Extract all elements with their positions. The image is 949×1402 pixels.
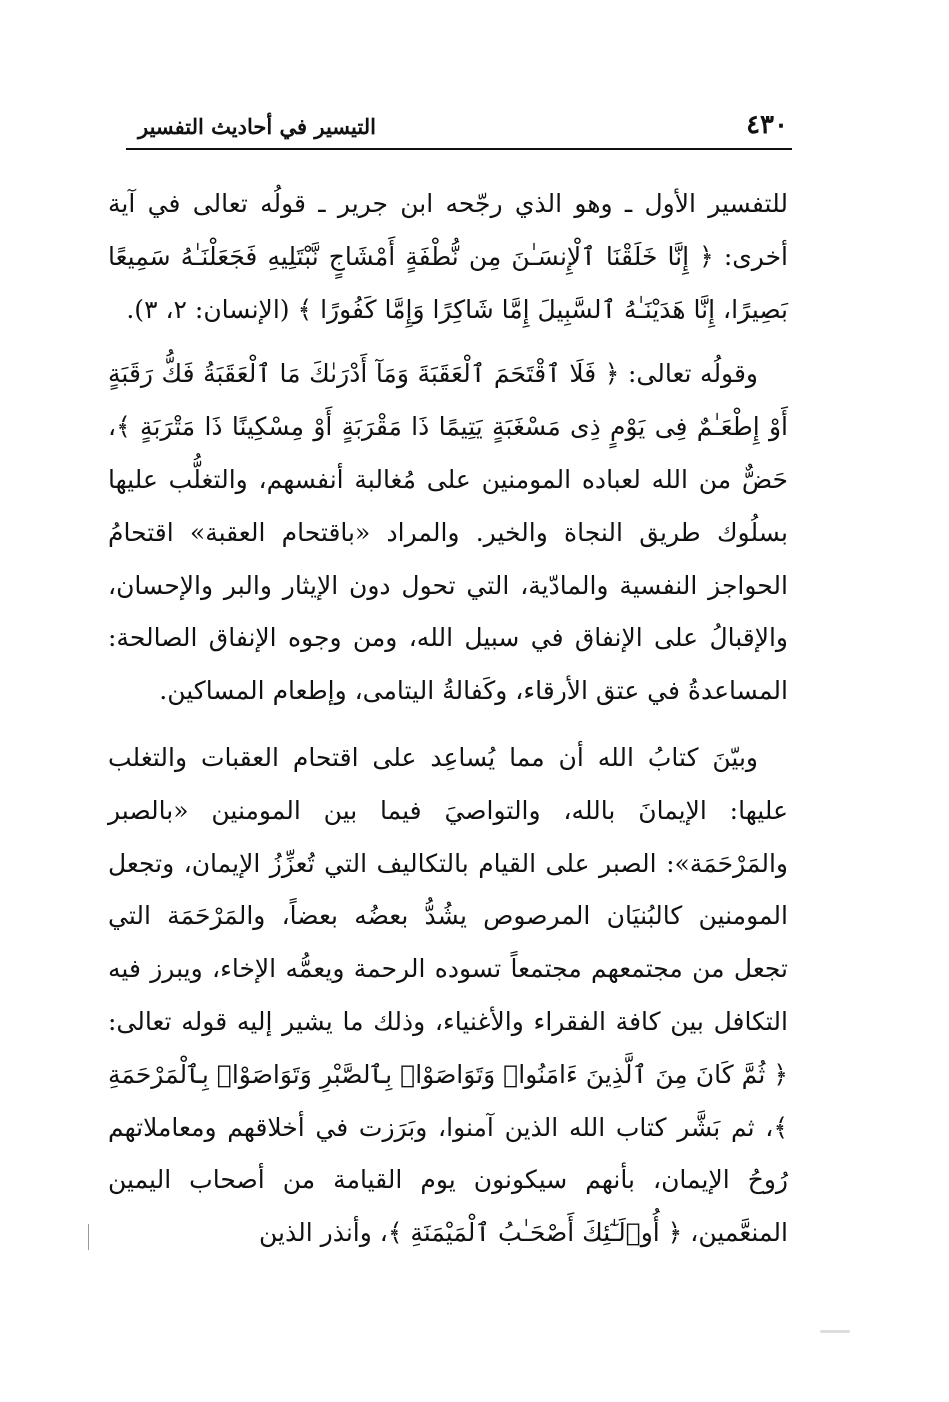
text-run: ، حَضٌّ من الله لعباده المومنين على مُغالبة أنفسهم، والتغلُّب عليها بسلُوك طريق النجاة والخير. والمراد «باقتحام العقبة» اقتحامُ الحواجز النفسية والمادّية، التي تحول دون الإيثار والبر والإحسان، والإقبالُ على الإنفاق في سبيل الله، ومن وجوه الإنفاق الصالحة: المساعدةُ في عتق الأرقاء، وكَفالةُ اليتامى، وإطعام المساكين.: [108, 412, 788, 706]
text-run: ، ثم بَشَّر كتاب الله الذين آمنوا، وبَرَزت في أخلاقهم ومعاملاتهم رُوحُ الإيمان، بأنهم سيكونون يوم القيامة من أصحاب اليمين المنعَّمين،: [108, 1112, 788, 1248]
body-text: [108, 178, 788, 1274]
page-number: ٤٣٠: [746, 110, 788, 140]
paragraph: [108, 178, 788, 336]
quran-verse: ﴿ ثُمَّ كَانَ مِنَ ٱلَّذِينَ ءَامَنُوا۟ وَتَوَاصَوْا۟ بِٱلصَّبْرِ وَتَوَاصَوْا۟ بِٱلْمَرْحَمَةِ ﴾: [108, 1059, 788, 1142]
paragraph: [108, 732, 788, 1260]
running-title: التيسير في أحاديث التفسير: [138, 114, 376, 139]
quran-verse: ﴿ أُو۟لَـٰٓئِكَ أَصْحَـٰبُ ٱلْمَيْمَنَةِ ﴾: [387, 1218, 683, 1248]
text-run: للتفسير الأول ـ وهو الذي رجّحه ابن جرير ـ قولُه تعالى في آية أخرى:: [108, 189, 789, 271]
text-run: ، وأنذر الذين: [259, 1218, 388, 1248]
verse-citation: (الإنسان: ٢، ٣).: [126, 294, 298, 324]
text-run: وقولُه تعالى:: [619, 359, 758, 389]
text-run: وبيّنَ كتابُ الله أن مما يُساعِد على اقتحام العقبات والتغلب عليها: الإيمانَ بالله، والتواصيَ فيما بين المومنين «بالصبر والمَرْحَمَة»: الصبر على القيام بالتكاليف التي تُعزِّزُ الإيمان، وتجعل المومنين كالبُنيَان المرصوص يشُدُّ بعضُه بعضاً، والمَرْحَمَة التي تجعل من مجتمعهم مجتمعاً تسوده الرحمة ويعمُّه الإخاء، ويبرز فيه التكافل بين كافة الفقراء والأغنياء، وذلك ما يشير إليه قوله تعالى:: [108, 742, 788, 1036]
quran-verse: ﴿ فَلَا ٱقْتَحَمَ ٱلْعَقَبَةَ وَمَآ أَدْرَىٰكَ مَا ٱلْعَقَبَةُ فَكُّ رَقَبَةٍ أَوْ إِطْعَـٰمٌ فِى يَوْمٍ ذِى مَسْغَبَةٍ يَتِيمًا ذَا مَقْرَبَةٍ أَوْ مِسْكِينًا ذَا مَتْرَبَةٍ ﴾: [108, 359, 788, 442]
scan-smudge: [820, 1330, 850, 1333]
margin-mark: [88, 1224, 89, 1250]
paragraph: [108, 348, 788, 718]
header-rule: [126, 148, 792, 150]
quran-verse: ﴿ إِنَّا خَلَقْنَا ٱلْإِنسَـٰنَ مِن نُّطْفَةٍ أَمْشَاجٍ نَّبْتَلِيهِ فَجَعَلْنَـٰهُ سَمِيعًا بَصِيرًا، إِنَّا هَدَيْنَـٰهُ ٱلسَّبِيلَ إِمَّا شَاكِرًا وَإِمَّا كَفُورًا ﴾: [108, 241, 788, 324]
